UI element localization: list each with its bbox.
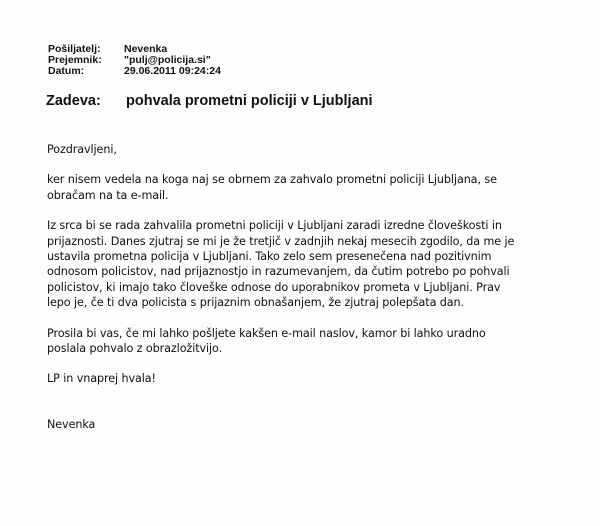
paragraph-request: Prosila bi vas, če mi lahko pošljete kakšen e-mail naslov, kamor bi lahko uradno poslala pohvalo z obrazložitvijo.	[47, 326, 486, 356]
date-row	[48, 66, 221, 77]
to-value: "pulj@policija.si"	[124, 54, 211, 66]
signature: Nevenka	[47, 417, 96, 431]
from-label: Pošiljatelj:	[48, 43, 101, 55]
paragraph-intro: ker nisem vedela na koga naj se obrnem za zahvalo prometni policiji Ljubljana, se obračam na ta e-mail.	[47, 173, 497, 202]
greeting: Pozdravljeni,	[47, 143, 117, 156]
email-header	[48, 44, 221, 77]
letter-body	[47, 142, 567, 432]
from-value: Nevenka	[124, 43, 168, 55]
subject-value: pohvala prometni policiji v Ljubljani	[126, 93, 373, 109]
subject-line	[46, 93, 373, 109]
to-label: Prejemnik:	[48, 54, 102, 66]
subject-label: Zadeva:	[46, 93, 101, 109]
closing: LP in vnaprej hvala!	[47, 372, 156, 386]
paragraph-thanks: Iz srca bi se rada zahvalila prometni policiji v Ljubljani zaradi izredne človeškosti in prijaznosti. Danes zjutraj se mi je že tretjič v zadnjih nekaj mesecih zgodilo, da me je ustavila prometna policija v Ljubljani. Tako zelo sem presenečena nad pozitivnim odnosom policistov, nad prijaznostjo in razumevanjem, da čutim potrebo po pohvali policistov, ki imajo tako človeške odnose do uporabnikov prometa v Ljubljani. Prav lepo je, če ti dva policista s prijaznim obnašanjem, že zjutraj polepšata dan.	[47, 219, 515, 310]
date-value: 29.06.2011 09:24:24	[124, 65, 221, 77]
date-label: Datum:	[48, 65, 85, 77]
